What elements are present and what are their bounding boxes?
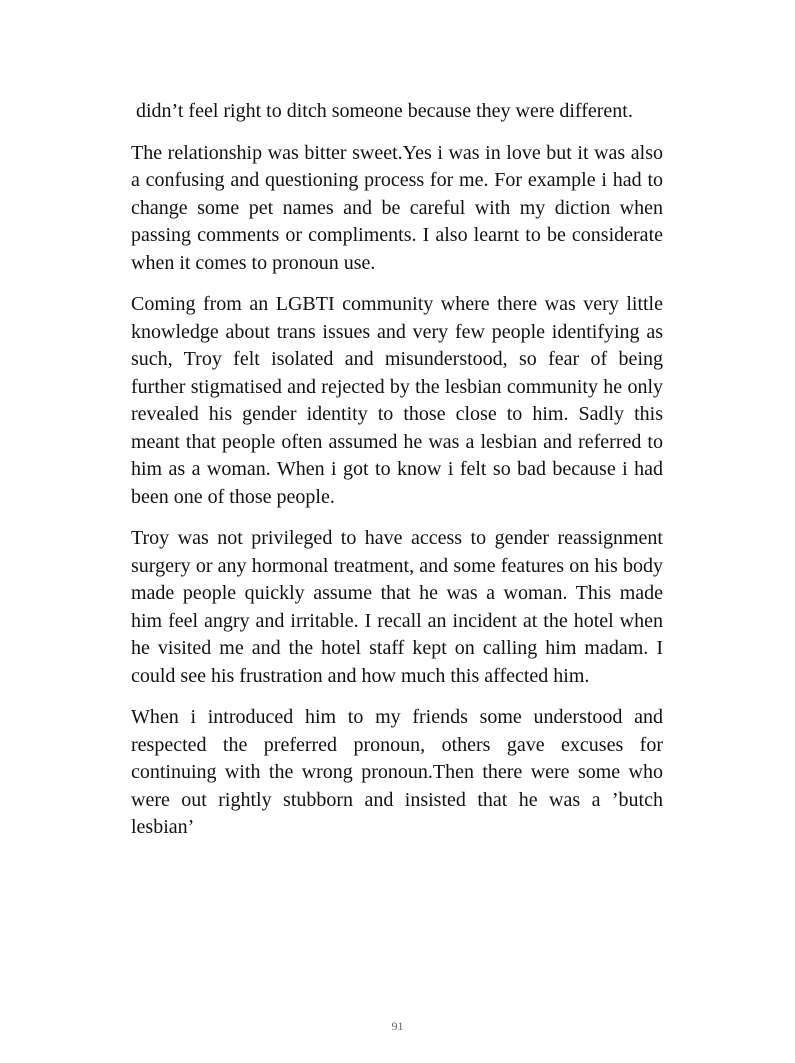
paragraph-1: didn’t feel right to ditch someone because they were different. xyxy=(136,100,633,122)
paragraph-5: When i introduced him to my friends some understood and respected the preferred pronoun, others gave excuses for continuing with the wrong pronoun.Then there were some who were out rightly stubborn and insisted that he was a ’butch lesbian’ xyxy=(131,706,663,838)
page-body xyxy=(131,98,663,856)
page-number: 91 xyxy=(391,1019,404,1033)
paragraph-3: Coming from an LGBTI community where there was very little knowledge about trans issues and very few people identifying as such, Troy felt isolated and misunderstood, so fear of being further stigmatised and rejected by the lesbian community he only revealed his gender identity to those close to him. Sadly this meant that people often assumed he was a lesbian and referred to him as a woman. When i got to know i felt so bad because i had been one of those people. xyxy=(131,293,663,508)
paragraph-4: Troy was not privileged to have access to gender reassignment surgery or any hormonal treatment, and some features on his body made people quickly assume that he was a woman. This made him feel angry and irritable. I recall an incident at the hotel when he visited me and the hotel staff kept on calling him madam. I could see his frustration and how much this affected him. xyxy=(131,527,663,687)
paragraph-2: The relationship was bitter sweet.Yes i was in love but it was also a confusing and questioning process for me. For example i had to change some pet names and be careful with my diction when passing comments or compliments. I also learnt to be considerate when it comes to pronoun use. xyxy=(131,141,663,274)
